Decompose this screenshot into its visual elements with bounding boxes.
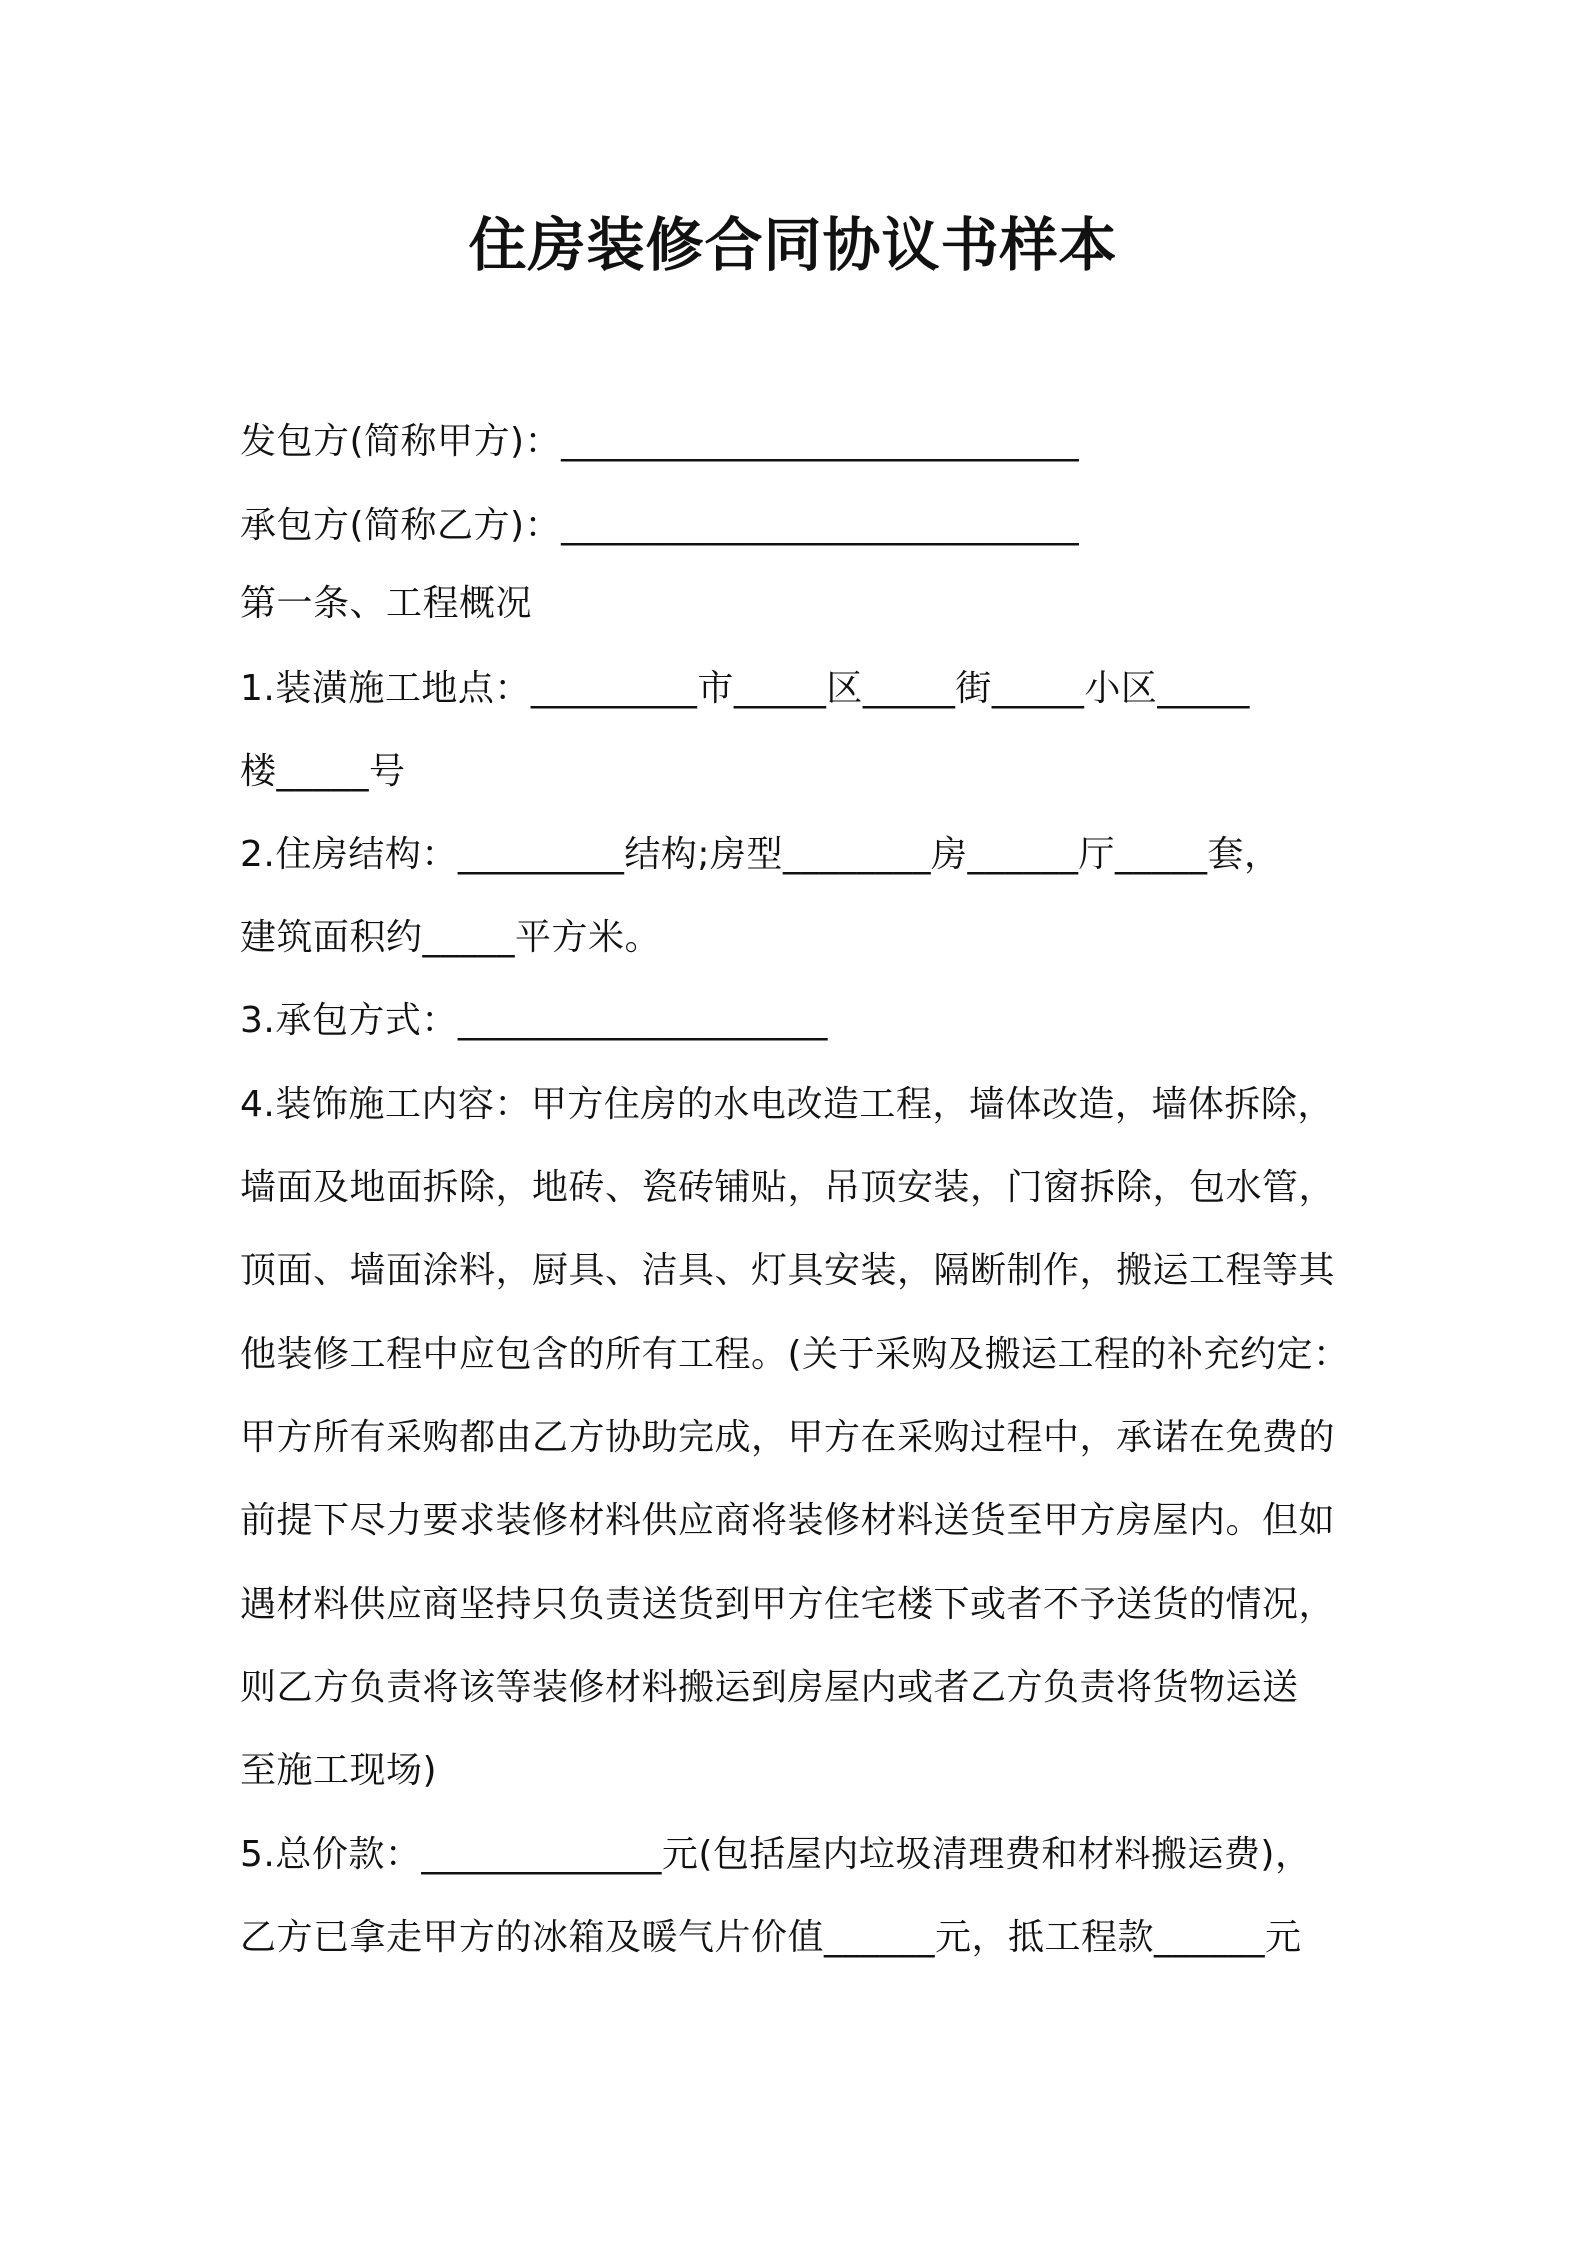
clause-3-line: 3.承包方式：____________________ <box>240 1000 828 1041</box>
clause-1-line-1: 1.装潢施工地点：_________市_____区_____街_____小区_____ <box>240 668 1250 709</box>
clause-1-line-2: 楼_____号 <box>240 751 406 792</box>
clause-5-line-2: 乙方已拿走甲方的冰箱及暖气片价值______元，抵工程款______元 <box>240 1917 1302 1958</box>
clause-4-line-1: 4.装饰施工内容：甲方住房的水电改造工程，墙体改造，墙体拆除， <box>240 1084 1334 1125</box>
clause-2-line-2: 建筑面积约_____平方米。 <box>240 917 662 958</box>
clause-2-line-1: 2.住房结构：_________结构;房型________房______厅_____套， <box>240 834 1281 875</box>
clause-4-line-2: 墙面及地面拆除，地砖、瓷砖铺贴，吊顶安装，门窗拆除，包水管， <box>240 1167 1336 1208</box>
clause-5-line-1: 5.总价款：_____________元(包括屋内垃圾清理费和材料搬运费)， <box>240 1834 1312 1875</box>
clause-4-line-4: 他装修工程中应包含的所有工程。(关于采购及搬运工程的补充约定： <box>240 1334 1350 1375</box>
clause-4-line-8: 则乙方负责将该等装修材料搬运到房屋内或者乙方负责将货物运送 <box>240 1667 1299 1708</box>
party-b-line: 承包方(简称乙方)：____________________________ <box>240 505 1080 546</box>
clause-4-line-5: 甲方所有采购都由乙方协助完成，甲方在采购过程中，承诺在免费的 <box>240 1417 1336 1458</box>
clause-4-line-6: 前提下尽力要求装修材料供应商将装修材料送货至甲方房屋内。但如 <box>240 1500 1336 1541</box>
clause-4-line-3: 顶面、墙面涂料，厨具、洁具、灯具安装，隔断制作，搬运工程等其 <box>240 1250 1336 1291</box>
party-a-line: 发包方(简称甲方)：____________________________ <box>240 421 1080 462</box>
clause-4-line-9: 至施工现场) <box>240 1750 438 1791</box>
clause-4-line-7: 遇材料供应商坚持只负责送货到甲方住宅楼下或者不予送货的情况， <box>240 1584 1336 1625</box>
article-one-heading: 第一条、工程概况 <box>240 583 533 624</box>
document-title: 住房装修合同协议书样本 <box>468 211 1118 279</box>
